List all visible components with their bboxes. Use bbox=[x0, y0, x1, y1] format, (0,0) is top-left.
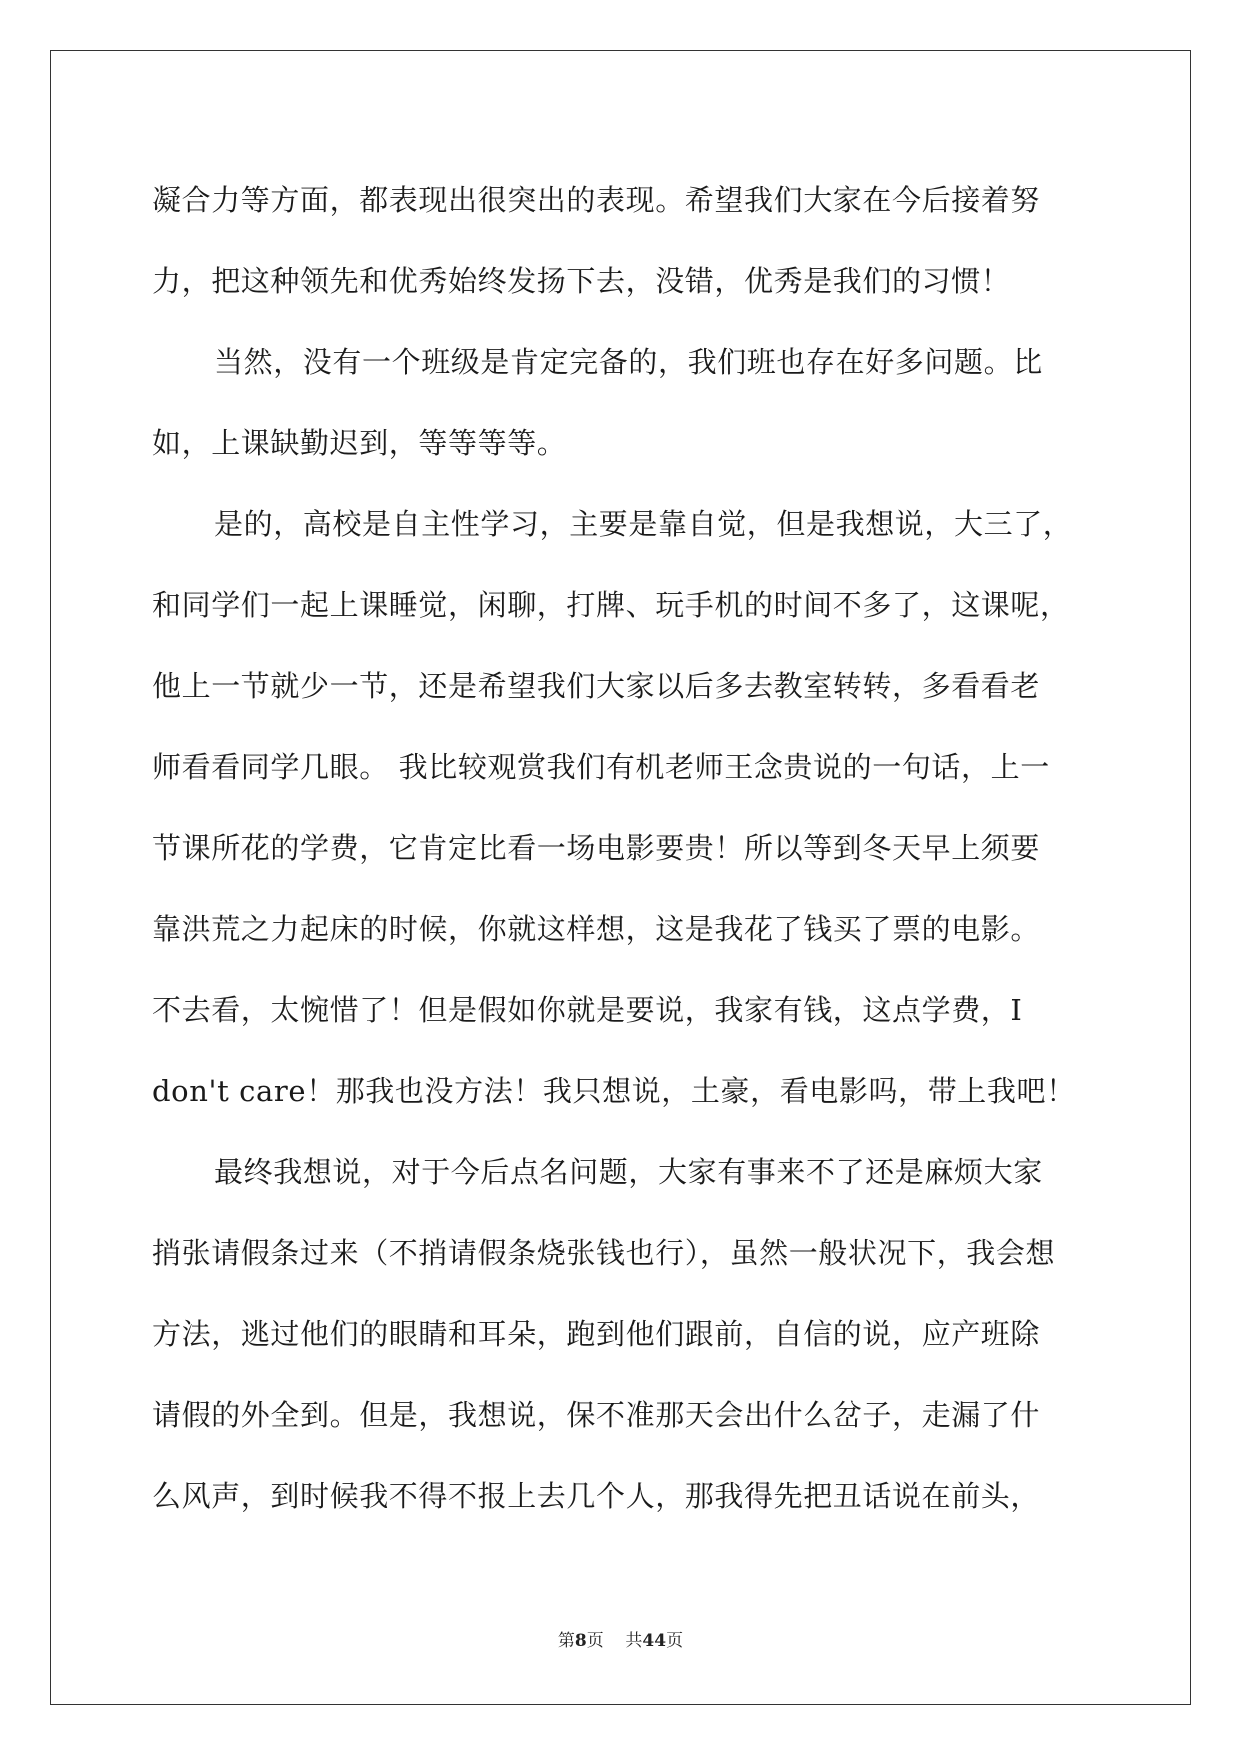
text-line: 凝合力等方面，都表现出很突出的表现。希望我们大家在今后接着努 bbox=[152, 183, 1041, 217]
page-suffix: 页 bbox=[586, 1631, 604, 1651]
paragraph-start-line: 当然，没有一个班级是肯定完备的，我们班也存在好多问题。比 bbox=[214, 345, 1043, 379]
text-line: 力，把这种领先和优秀始终发扬下去，没错，优秀是我们的习惯！ bbox=[152, 264, 1011, 298]
text-line: 师看看同学几眼。 我比较观赏我们有机老师王念贵说的一句话，上一 bbox=[152, 750, 1050, 784]
document-body bbox=[152, 160, 1092, 1537]
text-line: 捎张请假条过来（不捎请假条烧张钱也行），虽然一般状况下，我会想 bbox=[152, 1236, 1056, 1270]
text-line: 请假的外全到。但是，我想说，保不准那天会出什么岔子，走漏了什 bbox=[152, 1398, 1041, 1432]
text-line: 节课所花的学费，它肯定比看一场电影要贵！所以等到冬天早上须要 bbox=[152, 831, 1041, 865]
text-line: 靠洪荒之力起床的时候，你就这样想，这是我花了钱买了票的电影。 bbox=[152, 912, 1041, 946]
paragraph-start-line: 是的，高校是自主性学习，主要是靠自觉，但是我想说，大三了， bbox=[214, 507, 1073, 541]
text-line: 方法，逃过他们的眼睛和耳朵，跑到他们跟前，自信的说，应产班除 bbox=[152, 1317, 1041, 1351]
total-pages: 44 bbox=[642, 1631, 667, 1651]
text-line: 么风声，到时候我不得不报上去几个人，那我得先把丑话说在前头， bbox=[152, 1479, 1041, 1513]
text-line: 他上一节就少一节，还是希望我们大家以后多去教室转转，多看看老 bbox=[152, 669, 1041, 703]
paragraph-start-line: 最终我想说，对于今后点名问题，大家有事来不了还是麻烦大家 bbox=[214, 1155, 1043, 1189]
text-line: 和同学们一起上课睡觉，闲聊，打牌、玩手机的时间不多了，这课呢， bbox=[152, 588, 1070, 622]
page-number: 8 bbox=[574, 1631, 587, 1651]
total-prefix: 共 bbox=[625, 1631, 643, 1651]
total-suffix: 页 bbox=[666, 1631, 684, 1651]
page-prefix: 第 bbox=[557, 1631, 575, 1651]
text-line: 不去看，太惋惜了！但是假如你就是要说，我家有钱，这点学费，I bbox=[152, 993, 1023, 1027]
page-footer bbox=[0, 1626, 1241, 1651]
text-line: 如，上课缺勤迟到，等等等等。 bbox=[152, 426, 567, 460]
text-line: don't care！那我也没方法！我只想说，土豪，看电影吗，带上我吧！ bbox=[152, 1074, 1076, 1108]
